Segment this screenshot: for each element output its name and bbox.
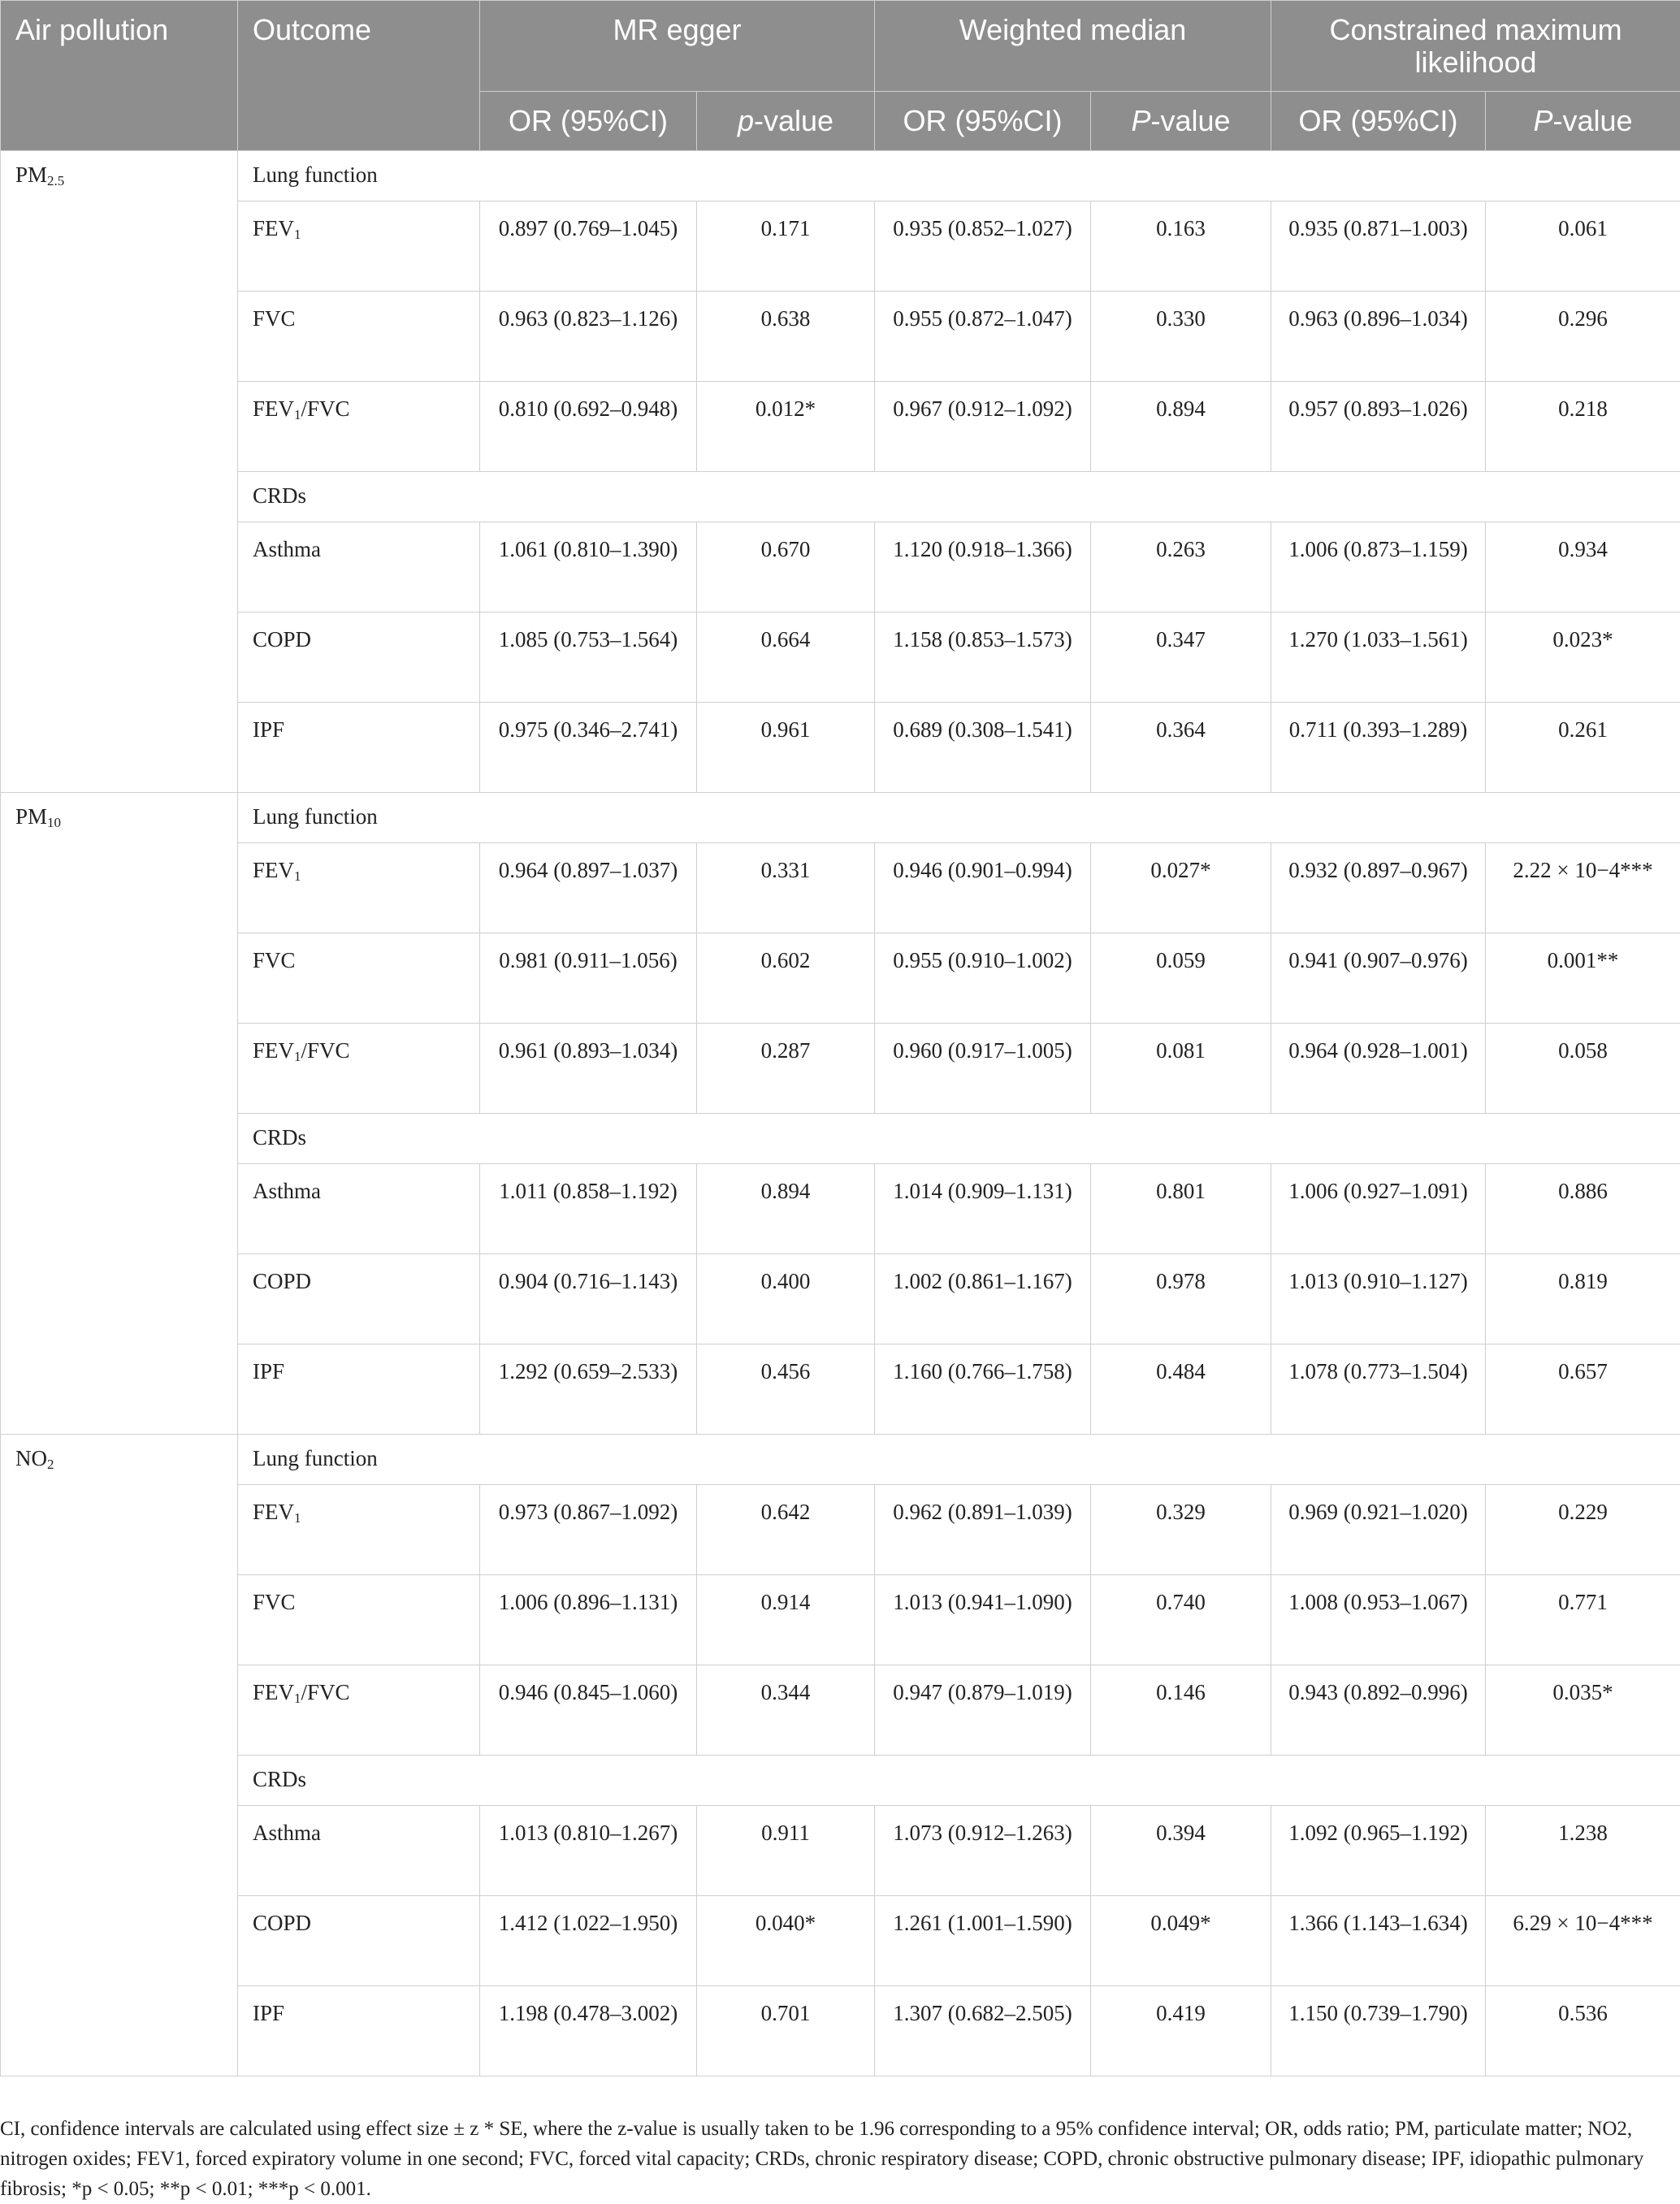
outcome-subscript: 1 <box>294 868 301 884</box>
pollutant-cell <box>1 793 238 1435</box>
outcome-cell <box>238 1485 480 1575</box>
weighted-median-or-cell: 1.261 (1.001–1.590) <box>875 1896 1091 1986</box>
mr-egger-p-cell: 0.287 <box>697 1024 875 1114</box>
weighted-median-or-cell: 0.955 (0.872–1.047) <box>875 292 1091 382</box>
table-row <box>1 201 1680 292</box>
weighted-median-or-cell: 0.946 (0.901–0.994) <box>875 843 1091 933</box>
cml-or-cell: 0.932 (0.897–0.967) <box>1271 843 1486 933</box>
outcome-name: FEV <box>253 396 294 421</box>
weighted-median-or-cell: 1.307 (0.682–2.505) <box>875 1986 1091 2076</box>
table-row <box>1 1896 1680 1986</box>
cml-p-cell: 1.238 <box>1486 1806 1680 1896</box>
mr-egger-p-cell: 0.331 <box>697 843 875 933</box>
cml-p-cell: 0.229 <box>1486 1485 1680 1575</box>
weighted-median-or-cell: 0.947 (0.879–1.019) <box>875 1665 1091 1756</box>
cml-p-cell: 0.058 <box>1486 1024 1680 1114</box>
cml-p-cell: 0.218 <box>1486 382 1680 472</box>
table-header <box>1 1 1680 151</box>
header-weighted-median: Weighted median <box>875 1 1271 92</box>
mr-egger-or-cell: 0.897 (0.769–1.045) <box>480 201 697 292</box>
outcome-name: IPF <box>253 1359 284 1383</box>
header-or-ci: OR (95%CI) <box>480 92 697 151</box>
outcome-cell <box>238 933 480 1024</box>
outcome-subscript: 1 <box>294 1510 301 1526</box>
outcome-name: FVC <box>253 1590 296 1614</box>
weighted-median-p-cell: 0.329 <box>1091 1485 1271 1575</box>
weighted-median-or-cell: 0.967 (0.912–1.092) <box>875 382 1091 472</box>
mr-egger-or-cell: 0.810 (0.692–0.948) <box>480 382 697 472</box>
mr-egger-p-cell: 0.638 <box>697 292 875 382</box>
cml-or-cell: 1.092 (0.965–1.192) <box>1271 1806 1486 1896</box>
cml-or-cell: 1.008 (0.953–1.067) <box>1271 1575 1486 1665</box>
pollutant-subscript: 2.5 <box>47 173 64 188</box>
table-row <box>1 1164 1680 1254</box>
mr-egger-or-cell: 0.981 (0.911–1.056) <box>480 933 697 1024</box>
cml-or-cell: 1.150 (0.739–1.790) <box>1271 1986 1486 2076</box>
weighted-median-or-cell: 1.002 (0.861–1.167) <box>875 1254 1091 1344</box>
outcome-name: COPD <box>253 1911 311 1935</box>
weighted-median-or-cell: 1.073 (0.912–1.263) <box>875 1806 1091 1896</box>
mr-egger-p-cell: 0.344 <box>697 1665 875 1756</box>
outcome-cell <box>238 382 480 472</box>
cml-or-cell: 1.270 (1.033–1.561) <box>1271 613 1486 703</box>
cml-p-cell: 0.296 <box>1486 292 1680 382</box>
mr-egger-or-cell: 0.973 (0.867–1.092) <box>480 1485 697 1575</box>
mr-egger-p-cell: 0.456 <box>697 1344 875 1435</box>
mr-egger-p-cell: 0.914 <box>697 1575 875 1665</box>
cml-or-cell: 0.935 (0.871–1.003) <box>1271 201 1486 292</box>
outcome-name: FEV <box>253 216 294 240</box>
pollutant-name: PM <box>15 804 47 829</box>
group-label: Lung function <box>238 151 1680 201</box>
weighted-median-p-cell: 0.394 <box>1091 1806 1271 1896</box>
cml-or-cell: 0.711 (0.393–1.289) <box>1271 703 1486 793</box>
outcome-name: FEV <box>253 1680 294 1704</box>
cml-or-cell: 0.943 (0.892–0.996) <box>1271 1665 1486 1756</box>
mr-egger-p-cell: 0.664 <box>697 613 875 703</box>
section-row <box>1 472 1680 522</box>
weighted-median-or-cell: 1.120 (0.918–1.366) <box>875 522 1091 613</box>
outcome-name: FEV <box>253 1500 294 1524</box>
outcome-cell <box>238 1806 480 1896</box>
weighted-median-or-cell: 1.013 (0.941–1.090) <box>875 1575 1091 1665</box>
outcome-suffix: /FVC <box>301 1680 350 1704</box>
cml-p-cell: 2.22 × 10−4*** <box>1486 843 1680 933</box>
mr-egger-p-cell: 0.602 <box>697 933 875 1024</box>
outcome-suffix: /FVC <box>301 1038 350 1063</box>
mr-egger-or-cell: 1.292 (0.659–2.533) <box>480 1344 697 1435</box>
section-row <box>1 1756 1680 1806</box>
outcome-suffix: /FVC <box>301 396 350 421</box>
outcome-cell <box>238 1665 480 1756</box>
table-row <box>1 613 1680 703</box>
header-p-value: P-value <box>1486 92 1680 151</box>
outcome-subscript: 1 <box>294 1049 301 1064</box>
pollutant-cell <box>1 1435 238 2076</box>
mr-egger-or-cell: 1.013 (0.810–1.267) <box>480 1806 697 1896</box>
weighted-median-p-cell: 0.163 <box>1091 201 1271 292</box>
mr-egger-or-cell: 1.412 (1.022–1.950) <box>480 1896 697 1986</box>
header-p-value: p-value <box>697 92 875 151</box>
mr-egger-or-cell: 0.964 (0.897–1.037) <box>480 843 697 933</box>
outcome-cell <box>238 1024 480 1114</box>
table-row <box>1 522 1680 613</box>
weighted-median-p-cell: 0.364 <box>1091 703 1271 793</box>
pollutant-name: NO <box>15 1446 47 1470</box>
section-row <box>1 1435 1680 1485</box>
weighted-median-or-cell: 1.158 (0.853–1.573) <box>875 613 1091 703</box>
outcome-name: FVC <box>253 306 296 331</box>
weighted-median-p-cell: 0.146 <box>1091 1665 1271 1756</box>
cml-p-cell: 0.035* <box>1486 1665 1680 1756</box>
mr-egger-p-cell: 0.911 <box>697 1806 875 1896</box>
table-body <box>1 151 1680 2076</box>
cml-p-cell: 0.536 <box>1486 1986 1680 2076</box>
outcome-cell <box>238 1575 480 1665</box>
mr-egger-p-cell: 0.400 <box>697 1254 875 1344</box>
weighted-median-or-cell: 1.160 (0.766–1.758) <box>875 1344 1091 1435</box>
outcome-name: IPF <box>253 2001 284 2025</box>
header-air-pollution: Air pollution <box>1 1 238 151</box>
outcome-cell <box>238 1254 480 1344</box>
cml-p-cell: 0.819 <box>1486 1254 1680 1344</box>
cml-p-cell: 0.771 <box>1486 1575 1680 1665</box>
outcome-name: Asthma <box>253 537 321 561</box>
table-row <box>1 1575 1680 1665</box>
header-or-ci: OR (95%CI) <box>875 92 1091 151</box>
mr-egger-or-cell: 1.198 (0.478–3.002) <box>480 1986 697 2076</box>
cml-or-cell: 0.969 (0.921–1.020) <box>1271 1485 1486 1575</box>
weighted-median-or-cell: 0.962 (0.891–1.039) <box>875 1485 1091 1575</box>
cml-p-cell: 6.29 × 10−4*** <box>1486 1896 1680 1986</box>
outcome-name: COPD <box>253 1269 311 1293</box>
weighted-median-p-cell: 0.484 <box>1091 1344 1271 1435</box>
outcome-name: FVC <box>253 948 296 972</box>
weighted-median-p-cell: 0.263 <box>1091 522 1271 613</box>
outcome-cell <box>238 292 480 382</box>
mr-egger-p-cell: 0.894 <box>697 1164 875 1254</box>
cml-p-cell: 0.261 <box>1486 703 1680 793</box>
table-row <box>1 1806 1680 1896</box>
mr-egger-or-cell: 1.006 (0.896–1.131) <box>480 1575 697 1665</box>
outcome-cell <box>238 703 480 793</box>
outcome-name: COPD <box>253 627 311 652</box>
outcome-cell <box>238 1344 480 1435</box>
outcome-name: IPF <box>253 717 284 742</box>
pollutant-cell <box>1 151 238 793</box>
cml-p-cell: 0.001** <box>1486 933 1680 1024</box>
table-row <box>1 1254 1680 1344</box>
outcome-name: FEV <box>253 1038 294 1063</box>
weighted-median-or-cell: 1.014 (0.909–1.131) <box>875 1164 1091 1254</box>
mr-egger-or-cell: 0.975 (0.346–2.741) <box>480 703 697 793</box>
outcome-cell <box>238 522 480 613</box>
cml-or-cell: 1.078 (0.773–1.504) <box>1271 1344 1486 1435</box>
weighted-median-p-cell: 0.081 <box>1091 1024 1271 1114</box>
table-row <box>1 843 1680 933</box>
table-row <box>1 292 1680 382</box>
weighted-median-p-cell: 0.419 <box>1091 1986 1271 2076</box>
outcome-cell <box>238 201 480 292</box>
cml-or-cell: 1.366 (1.143–1.634) <box>1271 1896 1486 1986</box>
group-label: Lung function <box>238 1435 1680 1485</box>
pollutant-subscript: 10 <box>47 815 61 830</box>
weighted-median-p-cell: 0.059 <box>1091 933 1271 1024</box>
table-row <box>1 703 1680 793</box>
section-row <box>1 793 1680 843</box>
table-row <box>1 1485 1680 1575</box>
pollutant-name: PM <box>15 162 47 187</box>
header-mr-egger: MR egger <box>480 1 875 92</box>
section-row <box>1 151 1680 201</box>
cml-p-cell: 0.657 <box>1486 1344 1680 1435</box>
mr-egger-or-cell: 0.961 (0.893–1.034) <box>480 1024 697 1114</box>
outcome-cell <box>238 1164 480 1254</box>
table-row <box>1 382 1680 472</box>
outcome-cell <box>238 843 480 933</box>
mr-egger-or-cell: 1.061 (0.810–1.390) <box>480 522 697 613</box>
cml-or-cell: 0.941 (0.907–0.976) <box>1271 933 1486 1024</box>
mr-egger-or-cell: 1.085 (0.753–1.564) <box>480 613 697 703</box>
weighted-median-or-cell: 0.689 (0.308–1.541) <box>875 703 1091 793</box>
weighted-median-or-cell: 0.955 (0.910–1.002) <box>875 933 1091 1024</box>
outcome-name: Asthma <box>253 1821 321 1845</box>
group-label: CRDs <box>238 1756 1680 1806</box>
weighted-median-p-cell: 0.347 <box>1091 613 1271 703</box>
group-label: CRDs <box>238 472 1680 522</box>
mr-egger-or-cell: 1.011 (0.858–1.192) <box>480 1164 697 1254</box>
mr-egger-or-cell: 0.963 (0.823–1.126) <box>480 292 697 382</box>
table-row <box>1 933 1680 1024</box>
cml-or-cell: 0.957 (0.893–1.026) <box>1271 382 1486 472</box>
cml-or-cell: 1.006 (0.927–1.091) <box>1271 1164 1486 1254</box>
section-row <box>1 1114 1680 1164</box>
outcome-name: FEV <box>253 858 294 882</box>
header-outcome: Outcome <box>238 1 480 151</box>
cml-or-cell: 1.006 (0.873–1.159) <box>1271 522 1486 613</box>
header-cml: Constrained maximum likelihood <box>1271 1 1680 92</box>
weighted-median-p-cell: 0.330 <box>1091 292 1271 382</box>
mr-egger-or-cell: 0.904 (0.716–1.143) <box>480 1254 697 1344</box>
group-label: CRDs <box>238 1114 1680 1164</box>
header-or-ci: OR (95%CI) <box>1271 92 1486 151</box>
mr-egger-p-cell: 0.642 <box>697 1485 875 1575</box>
cml-p-cell: 0.061 <box>1486 201 1680 292</box>
cml-or-cell: 0.963 (0.896–1.034) <box>1271 292 1486 382</box>
weighted-median-p-cell: 0.894 <box>1091 382 1271 472</box>
table-row <box>1 1344 1680 1435</box>
weighted-median-or-cell: 0.960 (0.917–1.005) <box>875 1024 1091 1114</box>
table-footnote: CI, confidence intervals are calculated using effect size ± z * SE, where the z-value is usually taken to be 1.96 corresponding to a 95% confidence interval; OR, odds ratio; PM, particulate matter; NO2, nitrogen oxides; FEV1, forced expiratory volume in one second; FVC, forced vital capacity; CRDs, chronic respiratory disease; COPD, chronic obstructive pulmonary disease; IPF, idiopathic pulmonary fibrosis; *p < 0.05; **p < 0.01; ***p < 0.001. <box>0 2114 1665 2204</box>
mr-egger-or-cell: 0.946 (0.845–1.060) <box>480 1665 697 1756</box>
weighted-median-p-cell: 0.978 <box>1091 1254 1271 1344</box>
mr-egger-p-cell: 0.171 <box>697 201 875 292</box>
header-p-value: P-value <box>1091 92 1271 151</box>
weighted-median-p-cell: 0.740 <box>1091 1575 1271 1665</box>
pollutant-subscript: 2 <box>47 1457 54 1472</box>
table-row <box>1 1665 1680 1756</box>
mr-egger-p-cell: 0.012* <box>697 382 875 472</box>
outcome-name: Asthma <box>253 1179 321 1203</box>
cml-p-cell: 0.886 <box>1486 1164 1680 1254</box>
outcome-subscript: 1 <box>294 407 301 422</box>
weighted-median-p-cell: 0.049* <box>1091 1896 1271 1986</box>
table-row <box>1 1986 1680 2076</box>
mr-egger-p-cell: 0.670 <box>697 522 875 613</box>
cml-p-cell: 0.934 <box>1486 522 1680 613</box>
outcome-cell <box>238 613 480 703</box>
weighted-median-or-cell: 0.935 (0.852–1.027) <box>875 201 1091 292</box>
outcome-cell <box>238 1896 480 1986</box>
outcome-cell <box>238 1986 480 2076</box>
mr-egger-p-cell: 0.961 <box>697 703 875 793</box>
mr-egger-p-cell: 0.701 <box>697 1986 875 2076</box>
cml-or-cell: 0.964 (0.928–1.001) <box>1271 1024 1486 1114</box>
cml-or-cell: 1.013 (0.910–1.127) <box>1271 1254 1486 1344</box>
group-label: Lung function <box>238 793 1680 843</box>
outcome-subscript: 1 <box>294 1691 301 1706</box>
cml-p-cell: 0.023* <box>1486 613 1680 703</box>
mr-egger-p-cell: 0.040* <box>697 1896 875 1986</box>
weighted-median-p-cell: 0.801 <box>1091 1164 1271 1254</box>
weighted-median-p-cell: 0.027* <box>1091 843 1271 933</box>
table-row <box>1 1024 1680 1114</box>
outcome-subscript: 1 <box>294 227 301 242</box>
